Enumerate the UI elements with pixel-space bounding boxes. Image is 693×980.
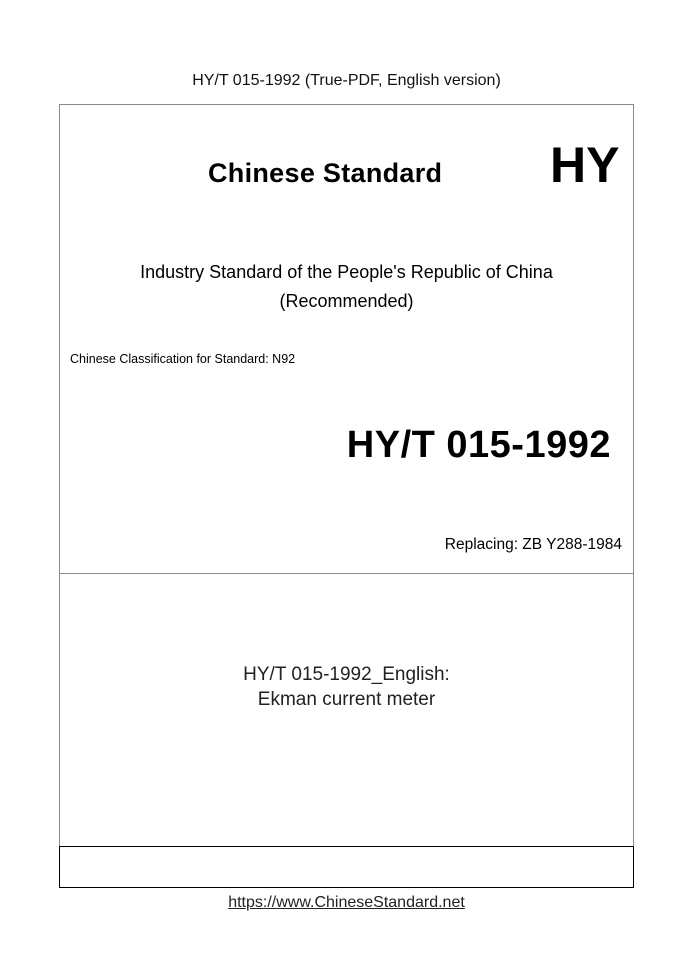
standard-code-mark: HY xyxy=(550,137,620,193)
subtitle-line-1: Industry Standard of the People's Republic of China xyxy=(140,262,553,282)
document-title-line-2: Ekman current meter xyxy=(257,689,436,710)
cover-subtitle xyxy=(0,258,693,316)
subtitle-line-2: (Recommended) xyxy=(279,291,414,311)
document-title-line-1: HY/T 015-1992_English: xyxy=(243,664,450,685)
document-title xyxy=(0,662,693,712)
footer xyxy=(0,894,693,912)
standard-number: HY/T 015-1992 xyxy=(346,424,611,466)
cover-frame-bottom xyxy=(59,846,634,888)
replacing-note: Replacing: ZB Y288-1984 xyxy=(444,536,622,553)
classification-label: Chinese Classification for Standard: N92 xyxy=(70,352,296,366)
page-header: HY/T 015-1992 (True-PDF, English version) xyxy=(192,72,501,89)
footer-link[interactable]: https://www.ChineseStandard.net xyxy=(228,894,465,911)
cover-title: Chinese Standard xyxy=(208,158,443,188)
